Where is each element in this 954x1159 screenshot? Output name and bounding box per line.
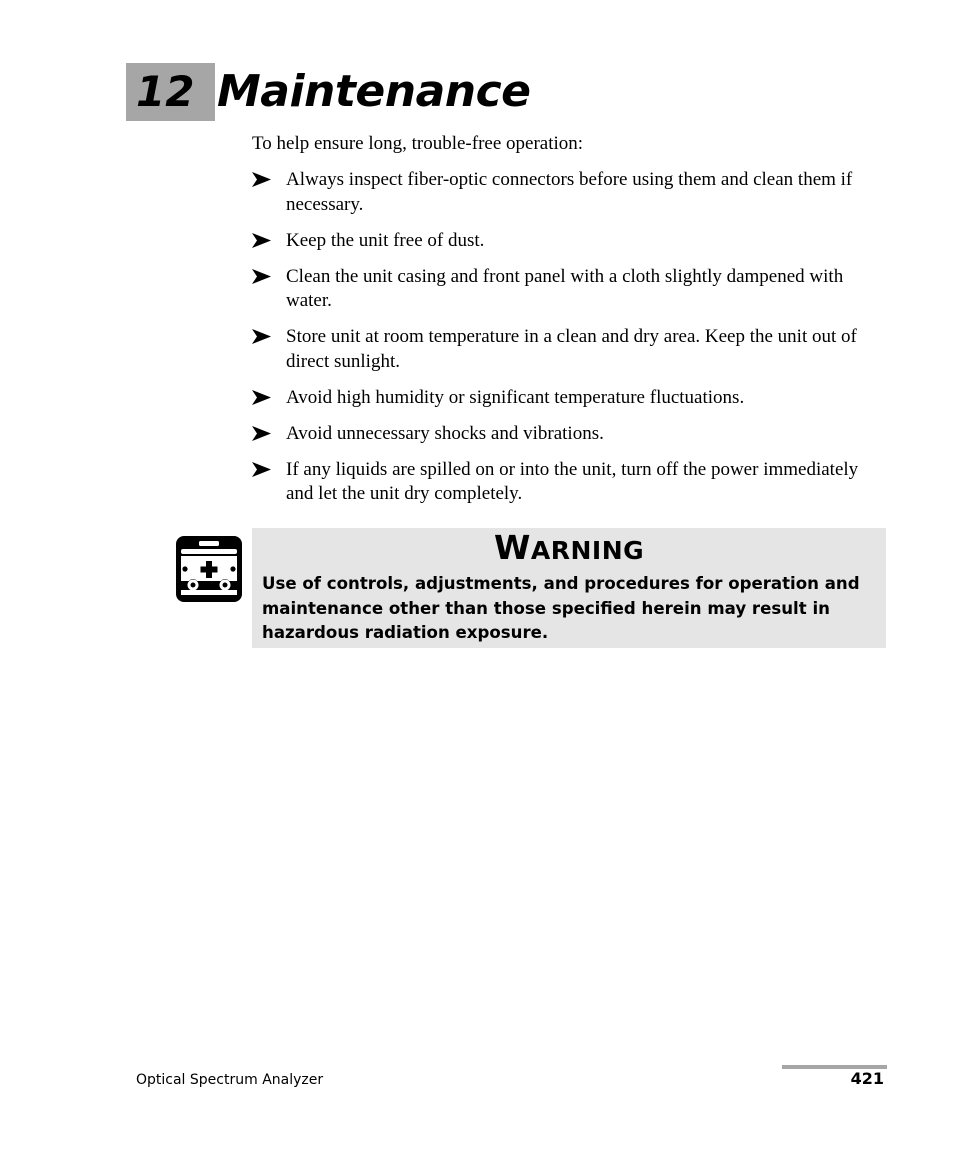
warning-callout <box>252 528 886 648</box>
list-item-text: Avoid unnecessary shocks and vibrations. <box>286 422 604 444</box>
arrow-bullet-icon <box>252 458 286 507</box>
list-item <box>252 229 882 254</box>
ambulance-icon <box>175 535 243 603</box>
list-item-text: Clean the unit casing and front panel with a cloth slightly dampened with water. <box>286 265 844 311</box>
list-item <box>252 168 882 217</box>
list-item-text: Store unit at room temperature in a clean and dry area. Keep the unit out of direct sunlight. <box>286 326 857 372</box>
list-item <box>252 458 882 507</box>
intro-text: To help ensure long, trouble-free operation: <box>252 133 584 154</box>
footer-product-name: Optical Spectrum Analyzer <box>136 1072 324 1088</box>
arrow-bullet-icon <box>252 229 286 254</box>
list-item <box>252 265 882 314</box>
maintenance-list <box>252 168 882 518</box>
list-item-text: Always inspect fiber-optic connectors before using them and clean them if necessary. <box>286 169 853 215</box>
chapter-number: 12 <box>136 67 195 116</box>
arrow-bullet-icon <box>252 325 286 374</box>
chapter-number-box <box>126 63 215 121</box>
arrow-bullet-icon <box>252 265 286 314</box>
arrow-bullet-icon <box>252 168 286 217</box>
page-number: 421 <box>850 1069 884 1088</box>
warning-text: Use of controls, adjustments, and procedures for operation and maintenance other than those specified herein may result in hazardous radiation exposure. <box>262 574 860 642</box>
list-item-text: If any liquids are spilled on or into the unit, turn off the power immediately and let the unit dry completely. <box>286 458 859 504</box>
arrow-bullet-icon <box>252 422 286 447</box>
arrow-bullet-icon <box>252 386 286 411</box>
list-item <box>252 325 882 374</box>
list-item-text: Keep the unit free of dust. <box>286 229 485 251</box>
list-item-text: Avoid high humidity or significant temperature fluctuations. <box>286 386 745 408</box>
warning-title: WARNING <box>494 528 645 567</box>
chapter-title: Maintenance <box>217 66 531 117</box>
list-item <box>252 422 882 447</box>
list-item <box>252 386 882 411</box>
